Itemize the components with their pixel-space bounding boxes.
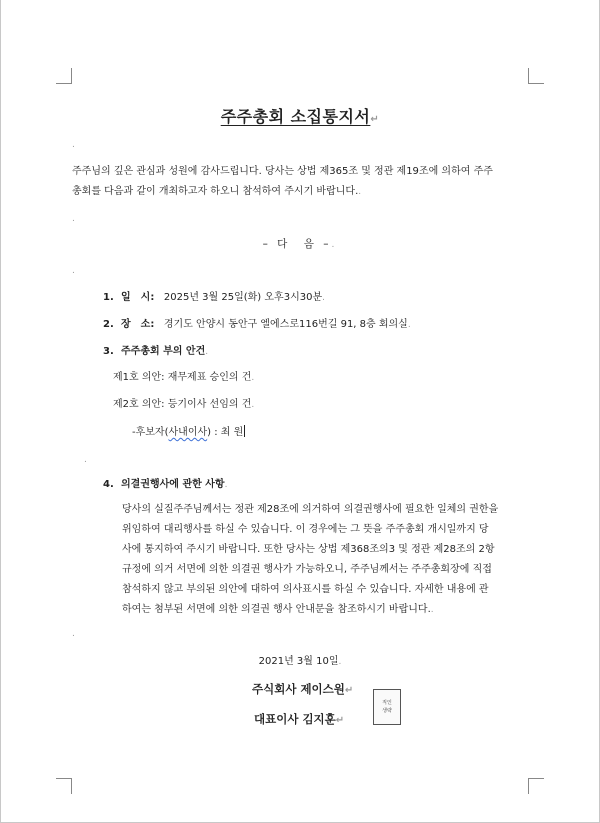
item-1-datetime[interactable]: 1. 일 시: 2025년 3월 25일(화) 오후3시30분. — [103, 292, 325, 303]
item-2-location[interactable]: 2. 장 소: 경기도 안양시 동안구 엘에스로116번길 91, 8층 회의실. — [103, 319, 411, 330]
item-4-voting[interactable]: 4. 의결권행사에 관한 사항. — [103, 479, 228, 490]
crop-mark-top-right — [528, 68, 544, 84]
company-name[interactable]: 주식회사 제이스원↵ — [252, 682, 354, 696]
seal-box — [373, 689, 401, 725]
notice-heading[interactable]: – 다 음 –. — [262, 238, 338, 250]
seal-text-1: 직인 — [382, 700, 392, 706]
voting-line-5: 참석하지 않고 부의된 의안에 대하여 의사표시를 하실 수 있습니다. 자세한 내용에 관 — [122, 584, 489, 595]
issue-date[interactable]: 2021년 3월 10일. — [258, 656, 342, 667]
intro-line-2: 총회를 다음과 같이 개최하고자 하오니 참석하여 주시기 바랍니다.. — [72, 185, 362, 197]
item-3-agenda[interactable]: 3. 주주총회 부의 안건. — [103, 346, 209, 357]
intro-paragraph[interactable] — [72, 162, 534, 201]
document-title[interactable] — [0, 104, 600, 127]
agenda-item-2[interactable]: 제2호 의안: 등기이사 선임의 건. — [113, 399, 255, 410]
ceo-name[interactable]: 대표이사 김지훈↵ — [254, 712, 345, 726]
line-mark: . — [84, 455, 87, 465]
voting-line-1: 당사의 실질주주님께서는 정관 제28조에 의거하여 의결권행사에 필요한 일체의 권한을 — [122, 504, 499, 515]
agenda-item-1[interactable]: 제1호 의안: 재무제표 승인의 건. — [113, 372, 255, 383]
voting-line-6: 하여는 첨부된 서면에 의한 의결권 행사 안내문을 참조하시기 바랍니다.. — [122, 604, 434, 615]
spellcheck-word: 사내이사 — [168, 427, 208, 438]
paragraph-mark: ↵ — [370, 114, 380, 125]
voting-paragraph[interactable] — [122, 500, 534, 620]
crop-mark-bottom-left — [56, 778, 72, 794]
voting-line-4: 규정에 의거 서면에 의한 의결권 행사가 가능하오니, 주주님께서는 주주총회장에 직접 — [122, 564, 492, 575]
voting-line-3: 사에 통지하여 주시기 바랍니다. 또한 당사는 상법 제368조의3 및 정관 제28조의 2항 — [122, 544, 495, 555]
voting-line-2: 위임하여 대리행사를 하실 수 있습니다. 이 경우에는 그 뜻을 주주총회 개시일까지 당 — [122, 524, 489, 535]
document-title-text: 주주총회 소집통지서 — [220, 107, 371, 126]
line-mark: . — [72, 140, 75, 150]
line-mark: . — [72, 629, 75, 639]
seal-text-2: 생략 — [382, 708, 392, 714]
intro-line-1: 주주님의 깊은 관심과 성원에 감사드립니다. 당사는 상법 제365조 및 정관 제19조에 의하여 주주 — [72, 166, 493, 177]
crop-mark-top-left — [56, 68, 72, 84]
candidate-line[interactable]: -후보자(사내이사) : 최 원 — [132, 427, 244, 438]
text-cursor — [244, 425, 245, 437]
line-mark: . — [72, 214, 75, 224]
crop-mark-bottom-right — [528, 778, 544, 794]
line-mark: . — [72, 266, 75, 276]
